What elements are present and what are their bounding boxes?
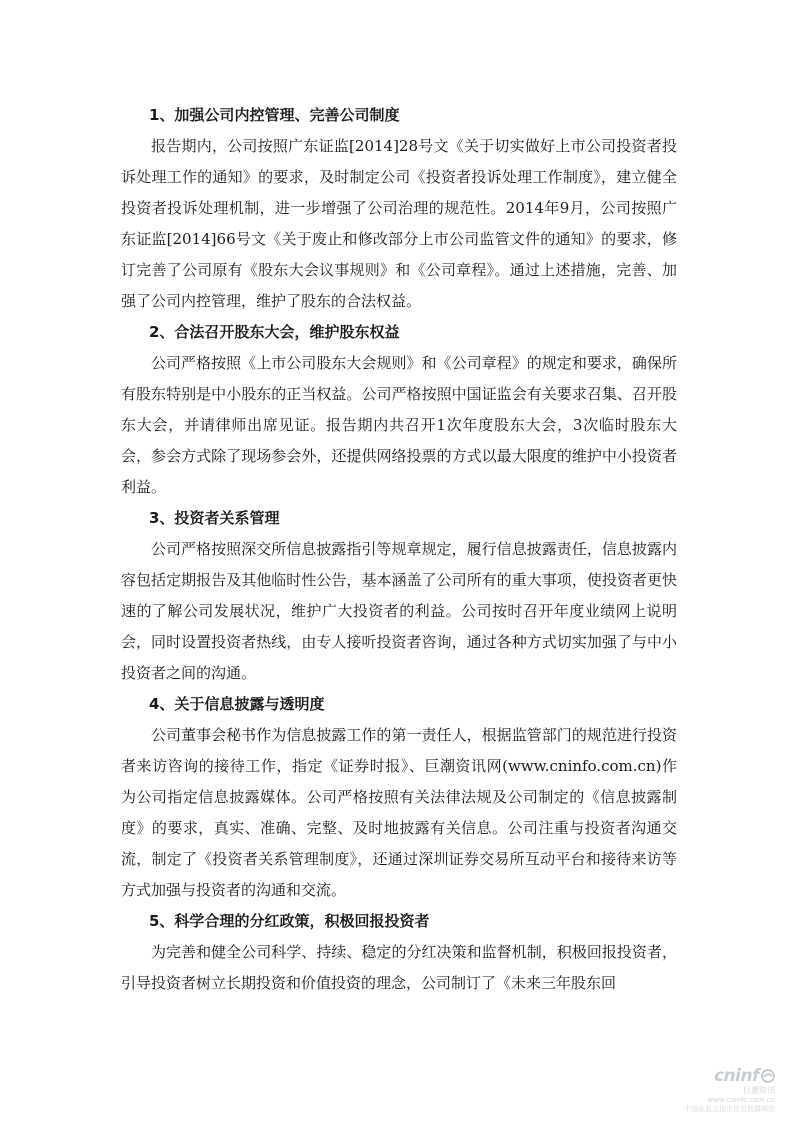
section-4-heading: 4、关于信息披露与透明度: [149, 695, 325, 713]
section-3-paragraph: 公司严格按照深交所信息披露指引等规章规定，履行信息披露责任，信息披露内容包括定期报告及其他临时性公告，基本涵盖了公司所有的重大事项，使投资者更快速的了解公司发展状况，维护广大投资者的利益。公司按时召开年度业绩网上说明会，同时设置投资者热线，由专人接听投资者咨询，通过各种方式切实加强了与中小投资者之间的沟通。: [121, 540, 677, 682]
cninfo-logo-text: cninf: [713, 1066, 759, 1086]
section-5-heading: 5、科学合理的分红政策，积极回报投资者: [149, 912, 430, 930]
section-2-paragraph: 公司严格按照《上市公司股东大会规则》和《公司章程》的规定和要求，确保所有股东特别是中小股东的正当权益。公司严格按照中国证监会有关要求召集、召开股东大会，并请律师出席见证。报告期内共召开1次年度股东大会，3次临时股东大会，参会方式除了现场参会外，还提供网络投票的方式以最大限度的维护中小投资者利益。: [121, 354, 677, 496]
section-5-paragraph: 为完善和健全公司科学、持续、稳定的分红决策和监督机制，积极回报投资者，引导投资者树立长期投资和价值投资的理念，公司制订了《未来三年股东回: [121, 943, 677, 992]
section-4-paragraph: 公司董事会秘书作为信息披露工作的第一责任人，根据监管部门的规范进行投资者来访咨询的接待工作，指定《证券时报》、巨潮资讯网(www.cninfo.com.cn)作为公司指定信息披露媒体。公司严格按照有关法律法规及公司制定的《信息披露制度》的要求，真实、准确、完整、及时地披露有关信息。公司注重与投资者沟通交流，制定了《投资者关系管理制度》，还通过深圳证券交易所互动平台和接待来访等方式加强与投资者的沟通和交流。: [121, 726, 677, 899]
section-1-heading: 1、加强公司内控管理、完善公司制度: [149, 106, 400, 124]
wave-icon: [761, 1069, 775, 1083]
cninfo-name: 巨潮资讯: [743, 1086, 775, 1095]
cninfo-watermark: [675, 1066, 775, 1114]
section-3-heading: 3、投资者关系管理: [149, 509, 280, 527]
document-body: [121, 100, 677, 999]
cninfo-tagline: 中国证监会指定信息披露网站: [684, 1105, 775, 1113]
cninfo-logo: [714, 1066, 775, 1086]
cninfo-url: www.cninfo.com.cn: [707, 1096, 775, 1104]
section-2-heading: 2、合法召开股东大会，维护股东权益: [149, 323, 400, 341]
section-1-paragraph: 报告期内，公司按照广东证监[2014]28号文《关于切实做好上市公司投资者投诉处理工作的通知》的要求，及时制定公司《投资者投诉处理工作制度》，建立健全投资者投诉处理机制，进一步增强了公司治理的规范性。2014年9月，公司按照广东证监[2014]66号文《关于废止和修改部分上市公司监管文件的通知》的要求，修订完善了公司原有《股东大会议事规则》和《公司章程》。通过上述措施，完善、加强了公司内控管理，维护了股东的合法权益。: [121, 137, 677, 310]
